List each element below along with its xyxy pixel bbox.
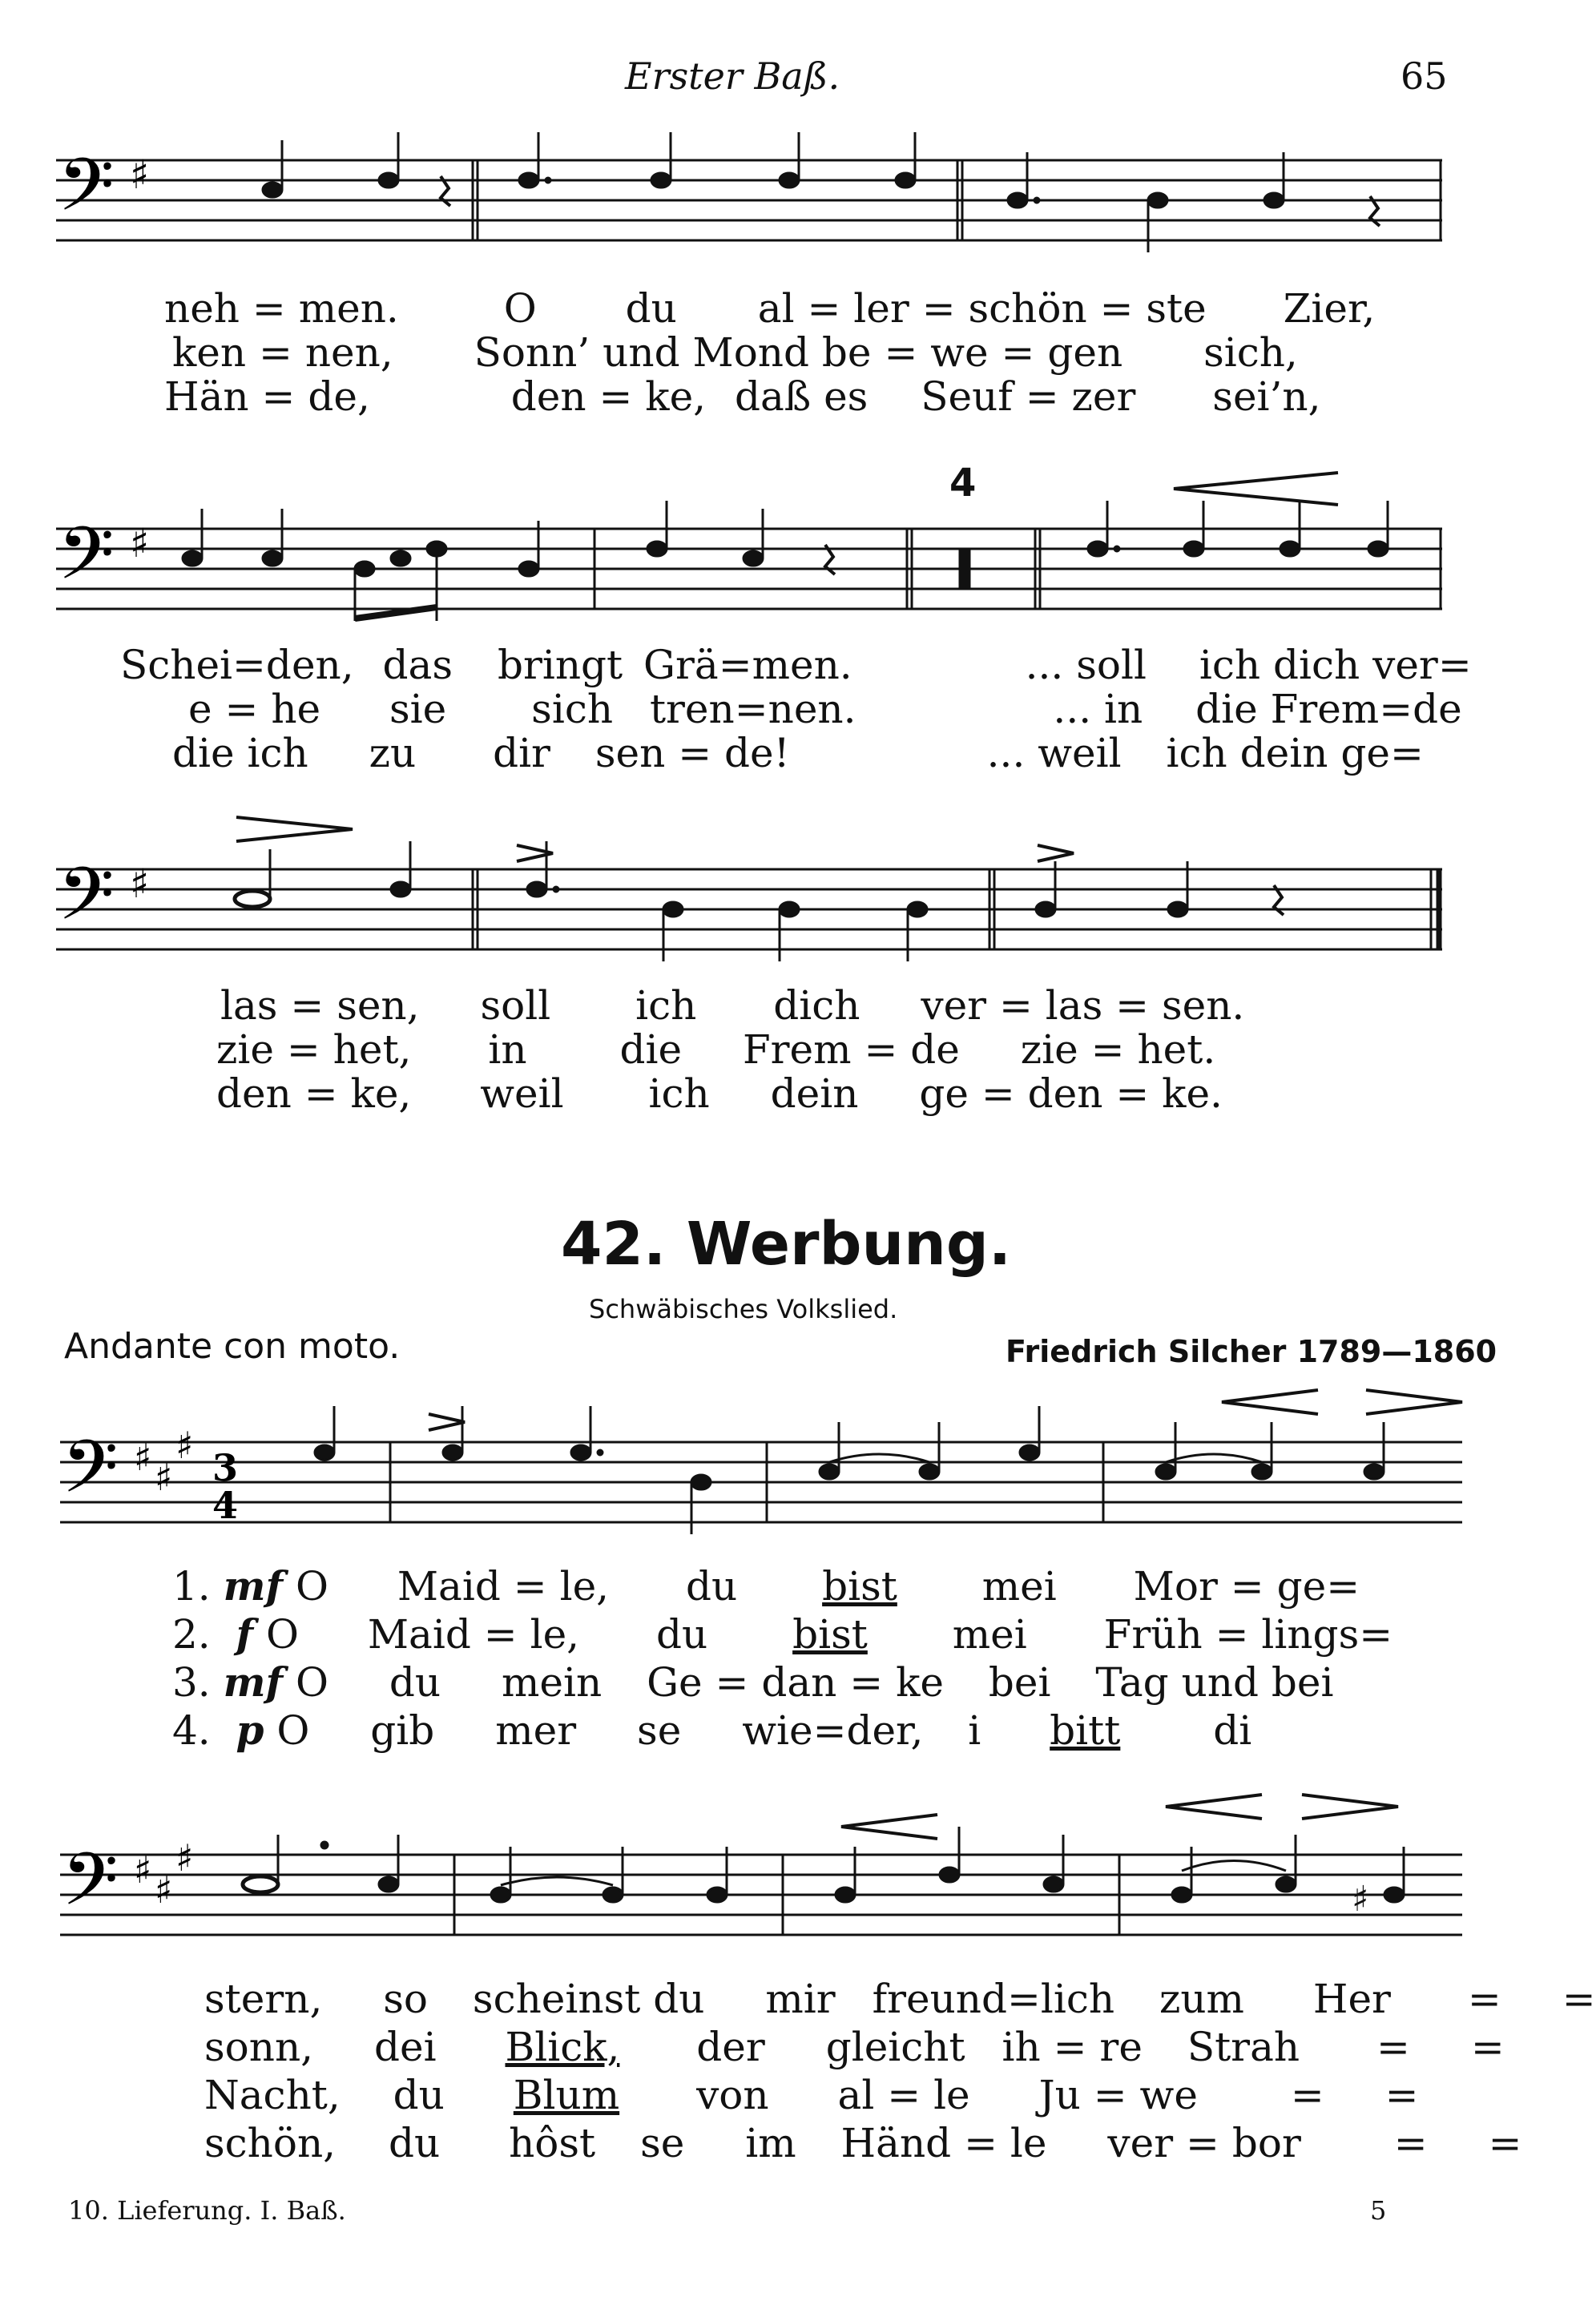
verse-4: 4. p O gib mer se wie=der, i bitt di [172,1707,1252,1754]
sharp-icon: ♯ [155,1456,173,1499]
tempo-marking: Andante con moto. [64,1326,401,1367]
staff-system-4 [60,1426,1462,1546]
bass-clef-icon: 𝄢 [62,1424,119,1527]
sharp-icon: ♯ [134,1848,152,1892]
sharp-icon: ♯ [175,1836,194,1880]
notes [235,841,1284,961]
sharp-icon: ♯ [130,520,150,566]
verse-3: 3. mf O du mein Ge = dan = ke bei Tag und bei [172,1658,1334,1706]
sharp-icon: ♯ [130,151,150,198]
svg-text:♯: ♯ [1352,1879,1369,1920]
page-number: 65 [1401,54,1448,98]
time-signature-top: 3 [212,1446,239,1489]
song-title: 42. Werbung. [561,1210,1011,1279]
staff-system-1 [56,144,1442,264]
multi-rest-number: 4 [949,461,977,506]
notes [315,1406,1384,1534]
lyrics-system-2-line-2: e = he sie sich tren=nen. ... in die Frem=de [188,686,1462,732]
time-signature-bottom: 4 [212,1484,239,1527]
crescendo-hairpin-icon [1170,469,1346,509]
lyrics-system-3-line-3: den = ke, weil ich dein ge = den = ke. [216,1070,1223,1117]
footer-signature: 10. Lieferung. I. Baß. [68,2195,346,2226]
decrescendo-hairpin-icon [1298,1791,1402,1823]
lyrics-system-1-line-2: ken = nen, Sonn’ und Mond be = we = gen sich, [172,329,1298,376]
verse-1: 1. mf O Maid = le, du bist mei Mor = ge= [172,1562,1360,1610]
sharp-icon: ♯ [155,1868,173,1912]
bass-clef-icon: 𝄢 [58,511,115,614]
staff-system-3 [56,853,1442,973]
decrescendo-hairpin-icon [232,813,361,845]
footer-sheet-number: 5 [1370,2195,1387,2226]
crescendo-hairpin-icon [1218,1386,1322,1418]
lyrics-system-3-line-2: zie = het, in die Frem = de zie = het. [216,1026,1216,1073]
sharp-icon: ♯ [130,860,150,907]
notes [263,132,1380,252]
bass-clef-icon: 𝄢 [62,1837,119,1940]
song-subtitle: Schwäbisches Volkslied. [589,1294,898,1324]
decrescendo-hairpin-icon [1362,1386,1466,1418]
notes [183,501,1388,621]
sharp-icon: ♯ [134,1436,152,1479]
sharp-icon: ♯ [175,1424,194,1467]
lyrics-system-2-line-1: Schei=den, das bringt Grä=men. ... soll ich dich ver= [120,642,1472,688]
lyrics-system-1-line-1: neh = men. O du al = ler = schön = ste Zier, [164,285,1376,332]
bass-clef-icon: 𝄢 [58,143,115,245]
lyrics-song42-line-4: schön, du hôst se im Händ = le ver = bor = = [204,2120,1522,2166]
crescendo-hairpin-icon [1162,1791,1266,1823]
lyrics-song42-line-3: Nacht, du Blum von al = le Ju = we = = [204,2072,1419,2118]
lyrics-system-3-line-1: las = sen, soll ich dich ver = las = sen. [220,982,1245,1029]
lyrics-song42-line-2: sonn, dei Blick, der gleicht ih = re Strah = = [204,2024,1505,2070]
staff-system-5 [60,1836,1462,1959]
lyrics-song42-line-1: stern, so scheinst du mir freund=lich zum Her = = [204,1976,1596,2022]
lyrics-system-2-line-3: die ich zu dir sen = de! ... weil ich dein ge= [172,730,1424,776]
crescendo-hairpin-icon [837,1811,941,1843]
staff-system-2 [56,513,1442,633]
bass-clef-icon: 𝄢 [58,852,115,954]
lyrics-system-1-line-3: Hän = de, den = ke, daß es Seuf = zer sei’n, [164,373,1321,420]
running-title: Erster Baß. [625,54,840,98]
verse-2: 2. f O Maid = le, du bist mei Früh = lings= [172,1610,1393,1658]
notes [243,1827,1404,1920]
composer: Friedrich Silcher 1789—1860 [1006,1334,1497,1369]
